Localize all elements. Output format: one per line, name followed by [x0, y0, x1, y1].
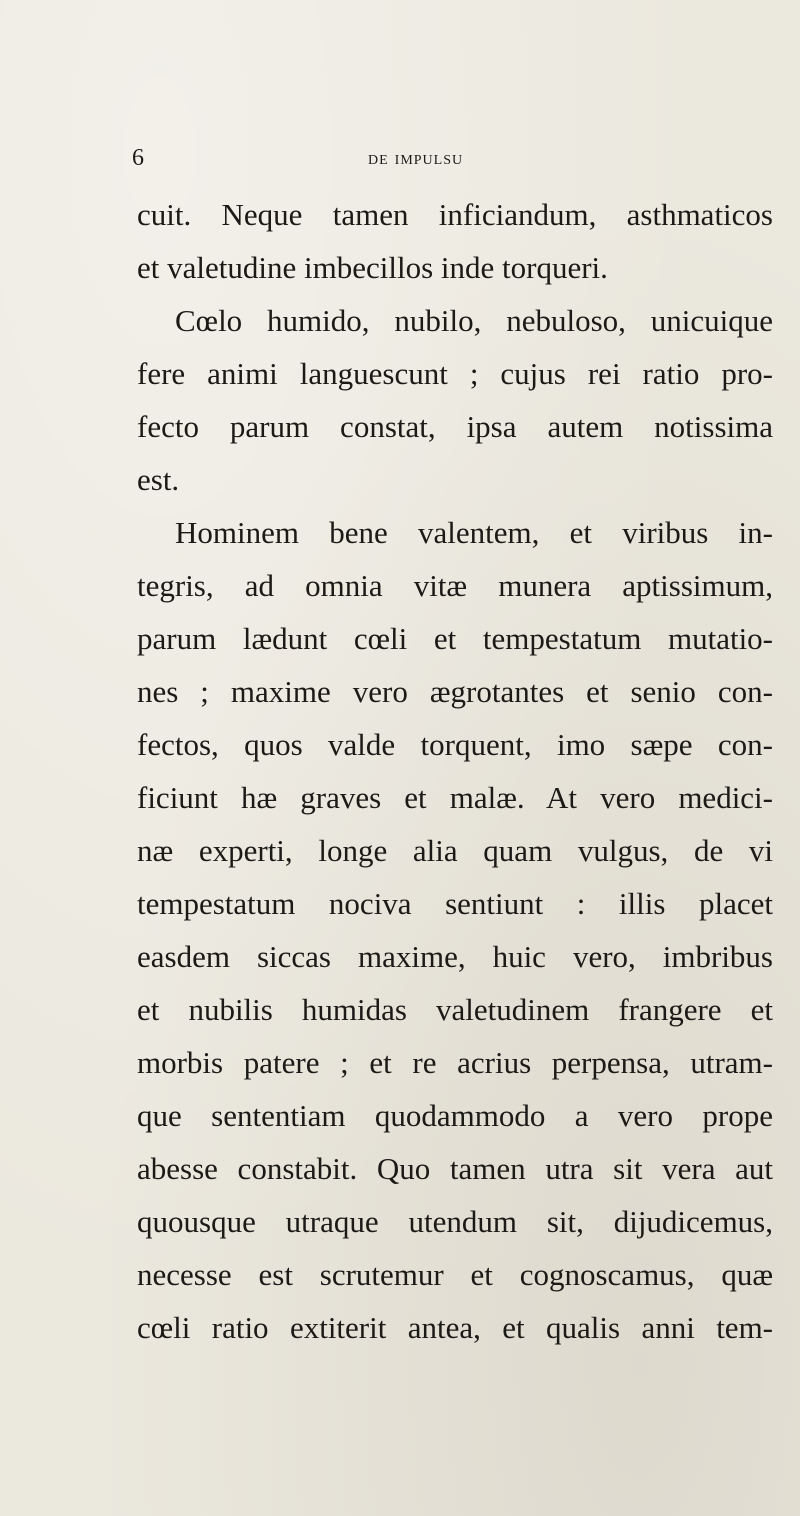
text-line: tempestatum nociva sentiunt : illis placet — [137, 886, 773, 921]
text-line: morbis patere ; et re acrius perpensa, utram- — [137, 1045, 773, 1080]
text-line: Cœlo humido, nubilo, nebuloso, unicuique — [175, 303, 773, 338]
text-line: abesse constabit. Quo tamen utra sit vera aut — [137, 1151, 773, 1186]
text-line: cœli ratio extiterit antea, et qualis anni tem- — [137, 1310, 773, 1345]
text-line: et valetudine imbecillos inde torqueri. — [137, 250, 608, 285]
running-head-title: de impulsu — [368, 147, 464, 169]
text-line: fere animi languescunt ; cujus rei ratio pro- — [137, 356, 773, 391]
running-head — [132, 143, 692, 173]
text-line: Hominem bene valentem, et viribus in- — [175, 515, 773, 550]
text-line: fectos, quos valde torquent, imo sæpe con- — [137, 727, 773, 762]
page-number: 6 — [132, 145, 144, 171]
text-line: cuit. Neque tamen inficiandum, asthmaticos — [137, 197, 773, 232]
text-line: easdem siccas maxime, huic vero, imbribus — [137, 939, 773, 974]
text-line: ficiunt hæ graves et malæ. At vero medici- — [137, 780, 773, 815]
body-text — [137, 188, 773, 1354]
text-line: quousque utraque utendum sit, dijudicemus, — [137, 1204, 773, 1239]
text-line: est. — [137, 462, 180, 497]
text-line: necesse est scrutemur et cognoscamus, quæ — [137, 1257, 773, 1292]
text-line: parum lædunt cœli et tempestatum mutatio- — [137, 621, 773, 656]
text-line: que sententiam quodammodo a vero prope — [137, 1098, 773, 1133]
text-line: nes ; maxime vero ægrotantes et senio con- — [137, 674, 773, 709]
text-line: et nubilis humidas valetudinem frangere et — [137, 992, 773, 1027]
text-line: næ experti, longe alia quam vulgus, de vi — [137, 833, 773, 868]
text-line: fecto parum constat, ipsa autem notissima — [137, 409, 773, 444]
text-line: tegris, ad omnia vitæ munera aptissimum, — [137, 568, 773, 603]
